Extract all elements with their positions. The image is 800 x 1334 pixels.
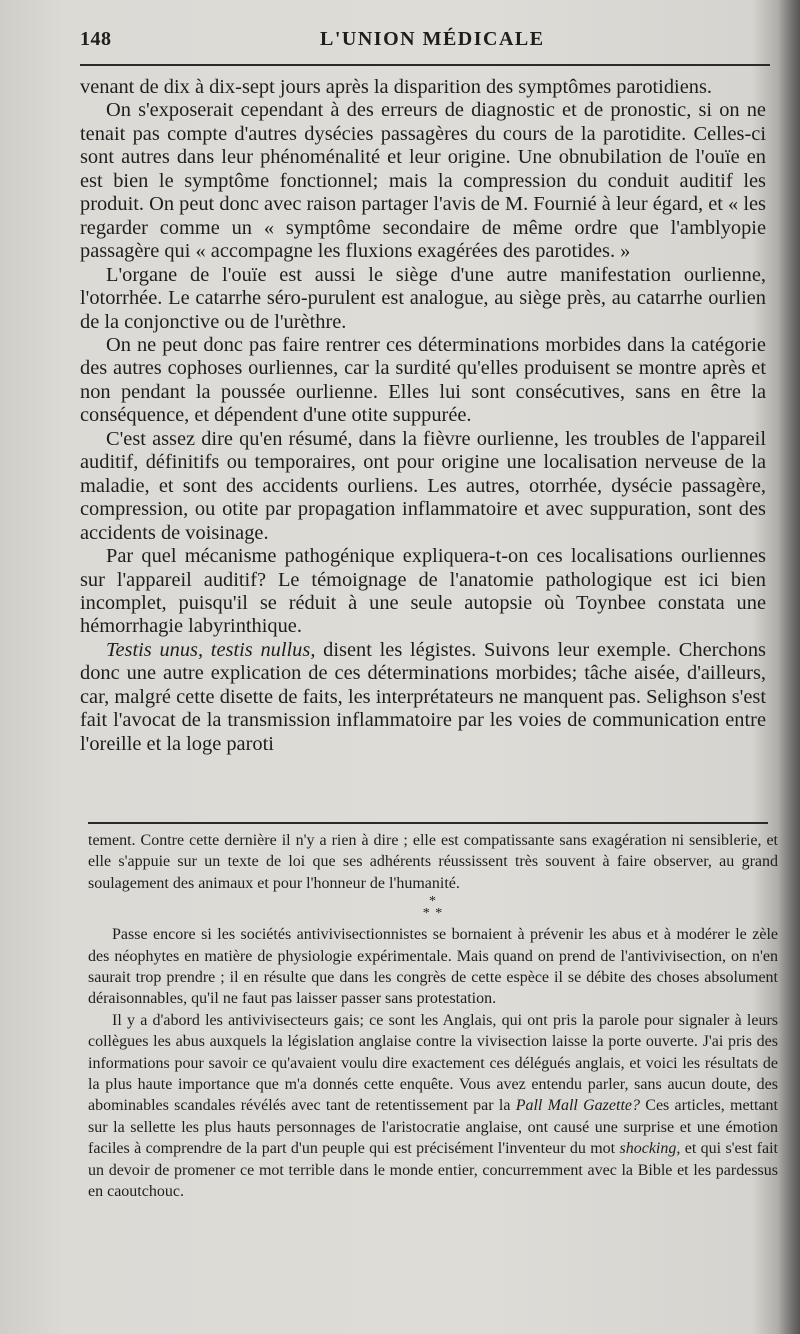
footnote-paragraph-3 xyxy=(88,1010,778,1203)
footnote-3-text-b: Ces articles, mettant sur la sellette les plus hauts personnages de l'aristocratie anglaise, ont causé une surprise et une émotion faciles à comprendre de la part d'un peuple qui est précisément l'inventeur du mot xyxy=(88,1097,779,1158)
paragraph-1: venant de dix à dix-sept jours après la disparition des symptômes parotidiens. xyxy=(80,76,712,98)
asterism-bottom: * * xyxy=(422,906,444,922)
asterism-top: * xyxy=(429,894,437,910)
footnote-rule xyxy=(88,822,768,824)
paragraph-3: L'organe de l'ouïe est aussi le siège d'une autre manifestation ourlienne, l'otorrhée. Le catarrhe séro-purulent est analogue, au siège près, au catarrhe ourlien de la conjonctive ou de l'urèthre. xyxy=(80,263,766,333)
paragraph-5: C'est assez dire qu'en résumé, dans la fièvre ourlienne, les troubles de l'appareil auditif, définitifs ou temporaires, ont pour origine une localisation nerveuse de la maladie, et sont des accidents ourliens. Les autres, otorrhée, dysécie passagère, compression, ou otite par propagation inflammatoire et avec suppuration, sont des accidents de voisinage. xyxy=(80,427,766,544)
footnote-3-text-c: et qui s'est fait un devoir de promener ce mot terrible dans le monde entier, concurremment avec la Bible et les pardessus en caoutchouc. xyxy=(88,1140,779,1201)
page-edge-shadow xyxy=(778,0,800,1334)
paragraph-7 xyxy=(80,639,766,756)
paragraph-6: Par quel mécanisme pathogénique expliquera-t-on ces localisations ourliennes sur l'appareil auditif? Le témoignage de l'anatomie pathologique est ici bien incomplet, puisqu'il se réduit à une seule autopsie où Toynbee constata une hémorrhagie labyrinthique. xyxy=(80,545,766,638)
page-number: 148 xyxy=(80,28,112,50)
italic-word: shocking, xyxy=(619,1140,681,1158)
running-title: L'UNION MÉDICALE xyxy=(320,28,545,50)
latin-maxim: Testis unus, testis nullus, xyxy=(106,638,316,661)
footnote-paragraph-2: Passe encore si les sociétés antivivisectionnistes se bornaient à prévenir les abus et à modérer le zèle des néophytes en matière de physiologie expérimentale. Mais quand on prend de l'antivivisection, on n'en saurait trop prendre ; il en résulte que dans les congrès de cette espèce il se débite des choses absolument déraisonnables, qu'il ne faut pas laisser passer sans protestation. xyxy=(88,926,778,1008)
main-text xyxy=(80,76,766,756)
journal-title: Pall Mall Gazette? xyxy=(515,1097,641,1115)
header-rule xyxy=(80,64,770,66)
paragraph-2: On s'exposerait cependant à des erreurs de diagnostic et de pronostic, si on ne tenait pas compte d'autres dysécies passagères du cours de la parotidite. Celles-ci sont autres dans leur phénoménalité et leur origine. Une obnubilation de l'ouïe en est bien le symptôme fonctionnel; mais la compression du conduit auditif les produit. On peut donc avec raison partager l'avis de M. Fournié à leur égard, et « les regarder comme un « symptôme secondaire de même ordre que l'amblyopie passagère qui « accompagne les fluxions exagérées des parotides. » xyxy=(80,99,766,263)
footnote-3-text-a: Il y a d'abord les antivivisecteurs gais; ce sont les Anglais, qui ont pris la parole pour signaler à leurs collègues les abus auxquels la législation anglaise contre la vivisection laisse la porte ouverte. J'ai pris des informations pour savoir ce qu'avaient voulu dire exactement ces délégués anglais, et voici les résultats de la plus haute importance que m'a donnés cette enquête. Vous avez entendu parler, sans aucun doute, des abominables scandales révélés avec tant de retentissement par la xyxy=(88,1011,778,1115)
paragraph-4: On ne peut donc pas faire rentrer ces déterminations morbides dans la catégorie des autres cophoses ourliennes, car la surdité qu'elles produisent se montre après et non pendant la poussée ourlienne. Elles lui sont consécutives, sans en être la conséquence, et dépendent d'une otite suppurée. xyxy=(80,333,766,427)
footnotes xyxy=(88,830,778,1203)
footnote-paragraph-1: tement. Contre cette dernière il n'y a rien à dire ; elle est compatissante sans exagération ni sensiblerie, et elle s'appuie sur un texte de loi que ses adhérents réussissent très souvent à faire observer, au grand soulagement des animaux et pour l'honneur de l'humanité. xyxy=(88,832,778,892)
page-header xyxy=(80,28,770,62)
asterism-separator xyxy=(88,894,778,924)
paragraph-7-text: disent les légistes. Suivons leur exemple. Cherchons donc une autre explication de ces déterminations morbides; tâche aisée, d'ailleurs, car, malgré cette disette de faits, les interprétateurs ne manquent pas. Selighson s'est fait l'avocat de la transmission inflammatoire par les voies de communication entre l'oreille et la loge paroti xyxy=(80,638,766,755)
